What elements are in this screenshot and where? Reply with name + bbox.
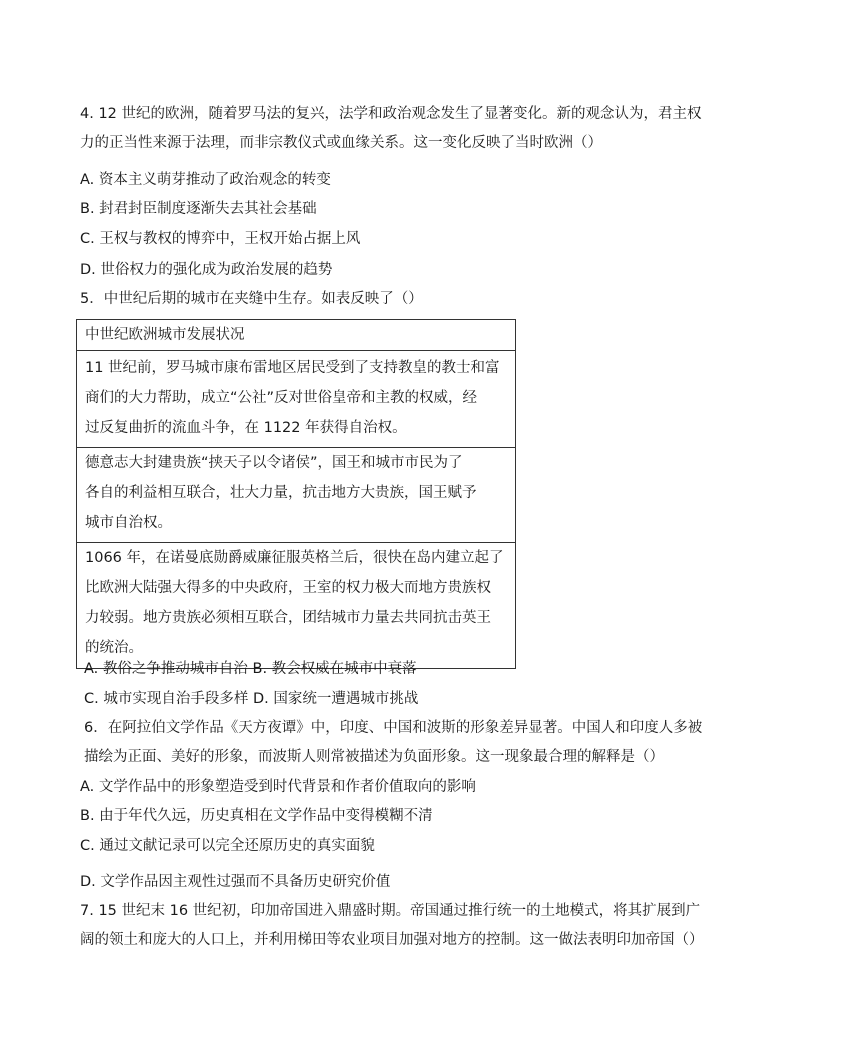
table-row <box>77 351 516 448</box>
row1-line1: 11 世纪前，罗马城市康布雷地区居民受到了支持教皇的教士和富 <box>85 360 500 376</box>
row3-line1: 1066 年，在诺曼底勋爵威廉征服英格兰后，很快在岛内建立起了 <box>85 550 504 566</box>
row1-line3: 过反复曲折的流血斗争，在 1122 年获得自治权。 <box>85 420 407 436</box>
q4-stem-line-1: 4. 12 世纪的欧洲，随着罗马法的复兴，法学和政治观念发生了显著变化。新的观念认为，君主权 <box>80 106 702 122</box>
table-row <box>77 448 516 543</box>
q6-option-b: B. 由于年代久远，历史真相在文学作品中变得模糊不清 <box>80 808 433 824</box>
row3-line4: 的统治。 <box>85 640 143 656</box>
row2-line1: 德意志大封建贵族“挟天子以令诸侯”，国王和城市市民为了 <box>85 455 463 471</box>
row2-line2: 各自的利益相互联合，壮大力量，抗击地方大贵族，国王赋予 <box>85 485 477 501</box>
row2-line3: 城市自治权。 <box>85 515 172 531</box>
q5-stem: 5．中世纪后期的城市在夹缝中生存。如表反映了（） <box>80 291 423 307</box>
row1-line2: 商们的大力帮助，成立“公社”反对世俗皇帝和主教的权威，经 <box>85 390 478 406</box>
row3-line3: 力较弱。地方贵族必须相互联合，团结城市力量去共同抗击英王 <box>85 610 491 626</box>
city-development-table <box>76 319 516 669</box>
q4-option-b: B. 封君封臣制度逐渐失去其社会基础 <box>80 201 317 217</box>
q6-option-c: C. 通过文献记录可以完全还原历史的真实面貌 <box>80 838 375 854</box>
table-row <box>77 543 516 669</box>
q4-option-a: A. 资本主义萌芽推动了政治观念的转变 <box>80 172 331 188</box>
table-header-cell <box>77 320 516 351</box>
q7-stem-line-1: 7. 15 世纪末 16 世纪初，印加帝国进入鼎盛时期。帝国通过推行统一的土地模式，将其扩展到广 <box>80 903 701 919</box>
q6-stem-line-1: 6．在阿拉伯文学作品《天方夜谭》中，印度、中国和波斯的形象差异显著。中国人和印度人多被 <box>84 720 703 736</box>
q5-options-cd: C. 城市实现自治手段多样 D. 国家统一遭遇城市挑战 <box>84 691 419 707</box>
q7-stem-line-2: 阔的领土和庞大的人口上，并利用梯田等农业项目加强对地方的控制。这一做法表明印加帝国（） <box>80 932 704 948</box>
q4-option-c: C. 王权与教权的博弈中，王权开始占据上风 <box>80 231 361 247</box>
q6-option-d: D. 文学作品因主观性过强而不具备历史研究价值 <box>80 874 391 890</box>
table-header: 中世纪欧洲城市发展状况 <box>85 327 245 343</box>
q5-options-ab: A. 教俗之争推动城市自治 B. 教会权威在城市中衰落 <box>84 661 417 677</box>
q4-stem-line-2: 力的正当性来源于法理，而非宗教仪式或血缘关系。这一变化反映了当时欧洲（） <box>80 135 602 151</box>
q4-option-d: D. 世俗权力的强化成为政治发展的趋势 <box>80 262 333 278</box>
row3-line2: 比欧洲大陆强大得多的中央政府，王室的权力极大而地方贵族权 <box>85 580 491 596</box>
q6-option-a: A. 文学作品中的形象塑造受到时代背景和作者价值取向的影响 <box>80 779 476 795</box>
q6-stem-line-2: 描绘为正面、美好的形象，而波斯人则常被描述为负面形象。这一现象最合理的解释是（） <box>84 749 664 765</box>
